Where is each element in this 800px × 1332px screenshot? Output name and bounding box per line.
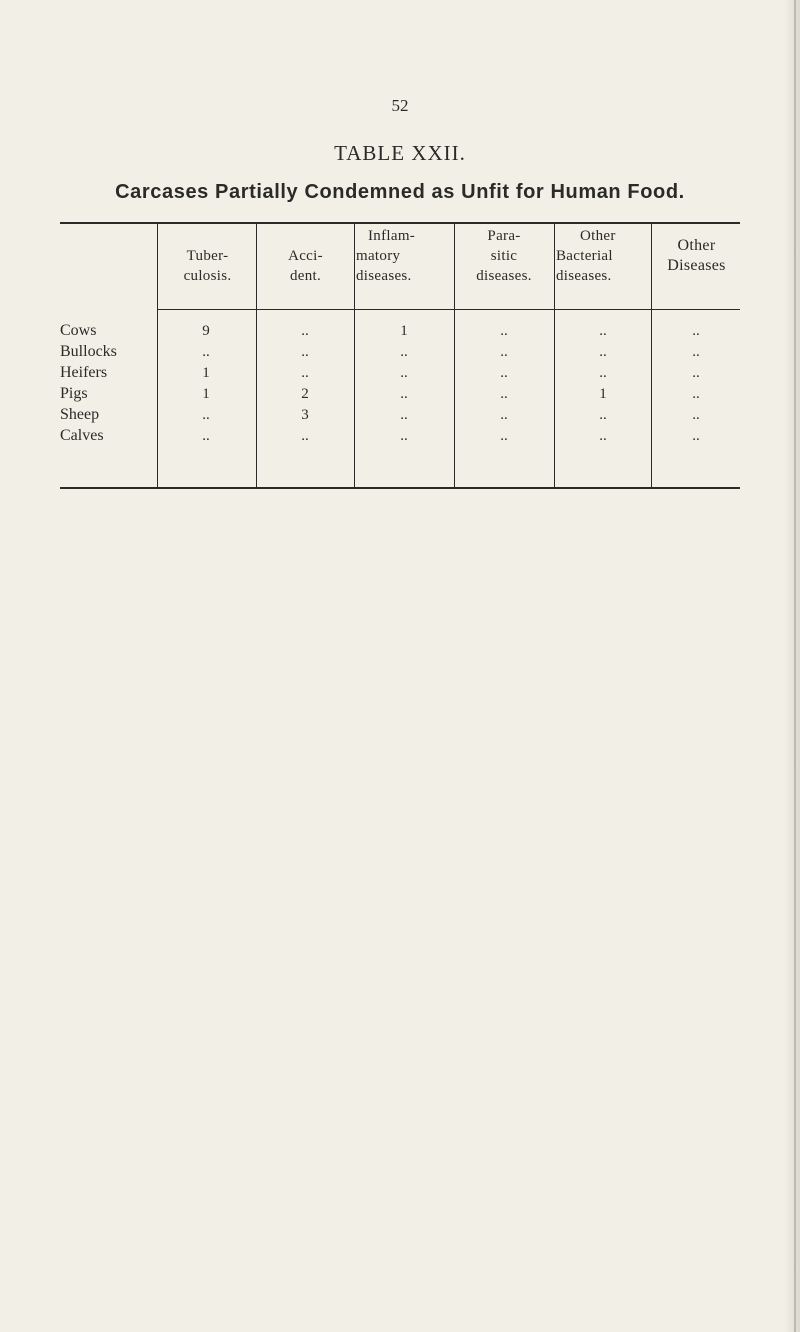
table-cell: .. xyxy=(400,428,408,444)
column-header-line: culosis. xyxy=(183,268,232,284)
table-cell: .. xyxy=(692,386,700,402)
table-cell: .. xyxy=(301,365,309,381)
row-label-calves: Calves xyxy=(60,427,104,444)
column-header-other-bacterial xyxy=(556,226,650,306)
column-header-line: Para- xyxy=(487,228,521,244)
table-bottom-rule xyxy=(60,487,740,489)
column-header-line: Tuber- xyxy=(186,248,229,264)
table-cell: .. xyxy=(692,428,700,444)
column-header-line: Other xyxy=(580,228,616,244)
table-cell: .. xyxy=(202,428,210,444)
column-header-line: Bacterial xyxy=(556,248,613,264)
table-cell: .. xyxy=(301,344,309,360)
table-cell: .. xyxy=(400,407,408,423)
table-cell: .. xyxy=(500,428,508,444)
table-cell: 2 xyxy=(301,386,309,402)
row-label-pigs: Pigs xyxy=(60,385,88,402)
column-header-line: diseases. xyxy=(556,268,612,284)
column-header-line: sitic xyxy=(490,248,518,264)
column-header-line: Diseases xyxy=(667,257,726,274)
column-header-line: Inflam- xyxy=(368,228,416,244)
table-cell: .. xyxy=(500,365,508,381)
table-cell: 1 xyxy=(400,323,408,339)
table-cell: .. xyxy=(692,344,700,360)
table-cell: .. xyxy=(202,344,210,360)
row-label-cows: Cows xyxy=(60,322,97,339)
table-cell: .. xyxy=(500,386,508,402)
column-divider xyxy=(157,223,158,487)
table-cell: .. xyxy=(400,365,408,381)
table-subtitle: Carcases Partially Condemned as Unfit for Human Food. xyxy=(115,181,685,203)
column-header-tuberculosis xyxy=(160,246,255,326)
column-divider xyxy=(554,223,555,487)
table-cell: .. xyxy=(599,323,607,339)
column-header-inflammatory xyxy=(356,226,452,306)
page-number: 52 xyxy=(391,96,409,115)
column-header-line: Acci- xyxy=(288,248,323,264)
table-cell: .. xyxy=(692,365,700,381)
column-header-parasitic xyxy=(456,226,552,306)
table-cell: .. xyxy=(599,344,607,360)
column-header-accident xyxy=(258,246,353,326)
table-cell: 1 xyxy=(202,365,210,381)
table-title: TABLE XXII. xyxy=(334,141,466,165)
table-cell: .. xyxy=(692,323,700,339)
column-header-other-diseases xyxy=(653,236,740,316)
table-cell: .. xyxy=(599,428,607,444)
row-label-sheep: Sheep xyxy=(60,406,100,423)
table-cell: 1 xyxy=(599,386,607,402)
table-cell: 9 xyxy=(202,323,210,339)
table-cell: .. xyxy=(301,428,309,444)
table-cell: .. xyxy=(500,407,508,423)
table-cell: .. xyxy=(400,386,408,402)
column-divider xyxy=(354,223,355,487)
table-cell: 1 xyxy=(202,386,210,402)
column-divider xyxy=(454,223,455,487)
row-label-bullocks: Bullocks xyxy=(60,343,117,360)
column-header-line: Other xyxy=(677,237,716,254)
table-cell: .. xyxy=(301,323,309,339)
table-cell: .. xyxy=(400,344,408,360)
table-cell: 3 xyxy=(301,407,309,423)
table-cell: .. xyxy=(500,323,508,339)
table-cell: .. xyxy=(692,407,700,423)
row-label-heifers: Heifers xyxy=(60,364,108,381)
column-header-line: matory xyxy=(356,248,401,264)
column-header-line: dent. xyxy=(289,268,322,284)
table-cell: .. xyxy=(599,407,607,423)
column-header-line: diseases. xyxy=(356,268,412,284)
column-divider xyxy=(651,223,652,487)
table-top-rule xyxy=(60,222,740,224)
table-cell: .. xyxy=(599,365,607,381)
column-divider xyxy=(256,223,257,487)
table-cell: .. xyxy=(202,407,210,423)
table-cell: .. xyxy=(500,344,508,360)
column-header-line: diseases. xyxy=(476,268,532,284)
